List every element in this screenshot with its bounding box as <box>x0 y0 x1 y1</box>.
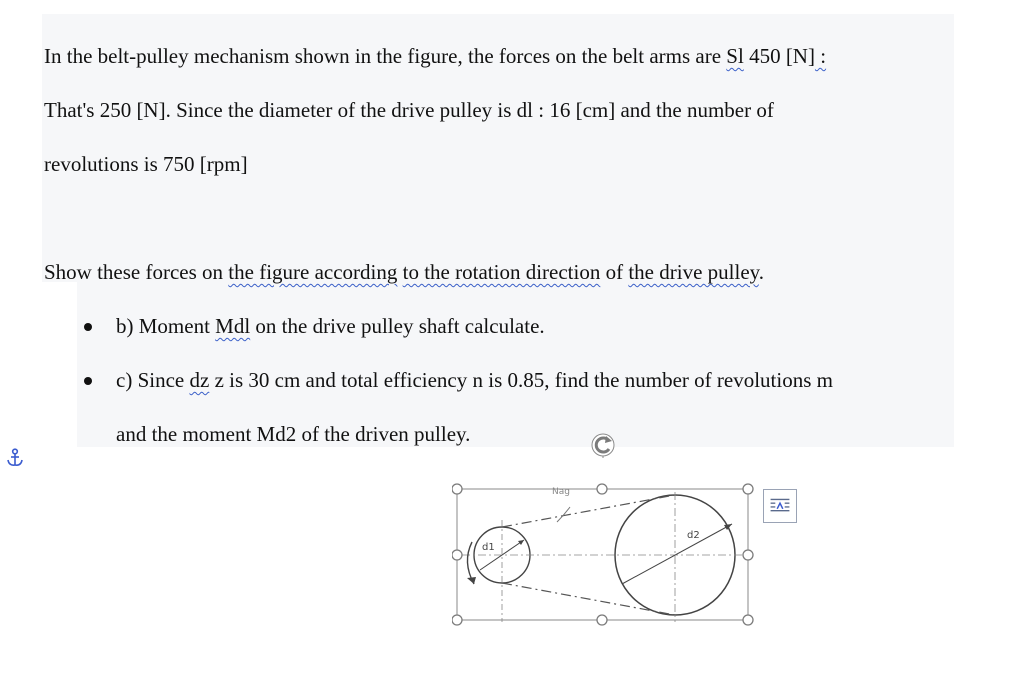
resize-handle-left[interactable] <box>452 550 462 560</box>
resize-handle-top-right[interactable] <box>743 484 753 494</box>
label-d1: d1 <box>482 542 495 553</box>
arrowhead <box>467 577 476 584</box>
paragraph-line-2: That's 250 [N]. Since the diameter of the drive pulley is dl : 16 [cm] and the number of <box>44 98 774 122</box>
resize-handle-bottom-right[interactable] <box>743 615 753 625</box>
bullet-item-c-continued: and the moment Md2 of the driven pulley. <box>116 422 471 446</box>
diameter-d2 <box>622 524 732 584</box>
arrowhead <box>724 524 732 530</box>
bullet-dot <box>84 377 92 385</box>
spell-flag: : <box>814 44 827 68</box>
paragraph-line-3: revolutions is 750 [rpm] <box>44 152 248 176</box>
rotate-handle-icon[interactable] <box>590 432 616 458</box>
resize-handle-bottom[interactable] <box>597 615 607 625</box>
belt-pulley-figure[interactable] <box>452 482 754 627</box>
belt-lower <box>502 583 675 615</box>
paragraph-line-1: In the belt-pulley mechanism shown in the figure, the forces on the belt arms are Sl 450 [N] : <box>44 44 827 68</box>
bullet-item-b: b) Moment Mdl on the drive pulley shaft calculate. <box>116 314 545 338</box>
resize-handle-right[interactable] <box>743 550 753 560</box>
resize-handle-bottom-left[interactable] <box>452 615 462 625</box>
instruction-line: Show these forces on the figure according to the rotation direction of the drive pulley. <box>44 260 765 284</box>
label-d2: d2 <box>687 530 700 541</box>
bullet-item-c: c) Since dz z is 30 cm and total efficiency n is 0.85, find the number of revolutions m <box>116 368 833 392</box>
resize-handle-top-left[interactable] <box>452 484 462 494</box>
bullet-dot <box>84 323 92 331</box>
layout-options-button[interactable] <box>763 489 797 523</box>
label-top-partial: Nag <box>552 487 570 497</box>
layout-options-icon <box>764 490 796 522</box>
anchor-icon[interactable] <box>6 448 24 468</box>
spell-flag: Sl <box>726 44 744 68</box>
belt-upper <box>502 495 675 527</box>
arrowhead <box>518 540 524 545</box>
resize-handle-top[interactable] <box>597 484 607 494</box>
